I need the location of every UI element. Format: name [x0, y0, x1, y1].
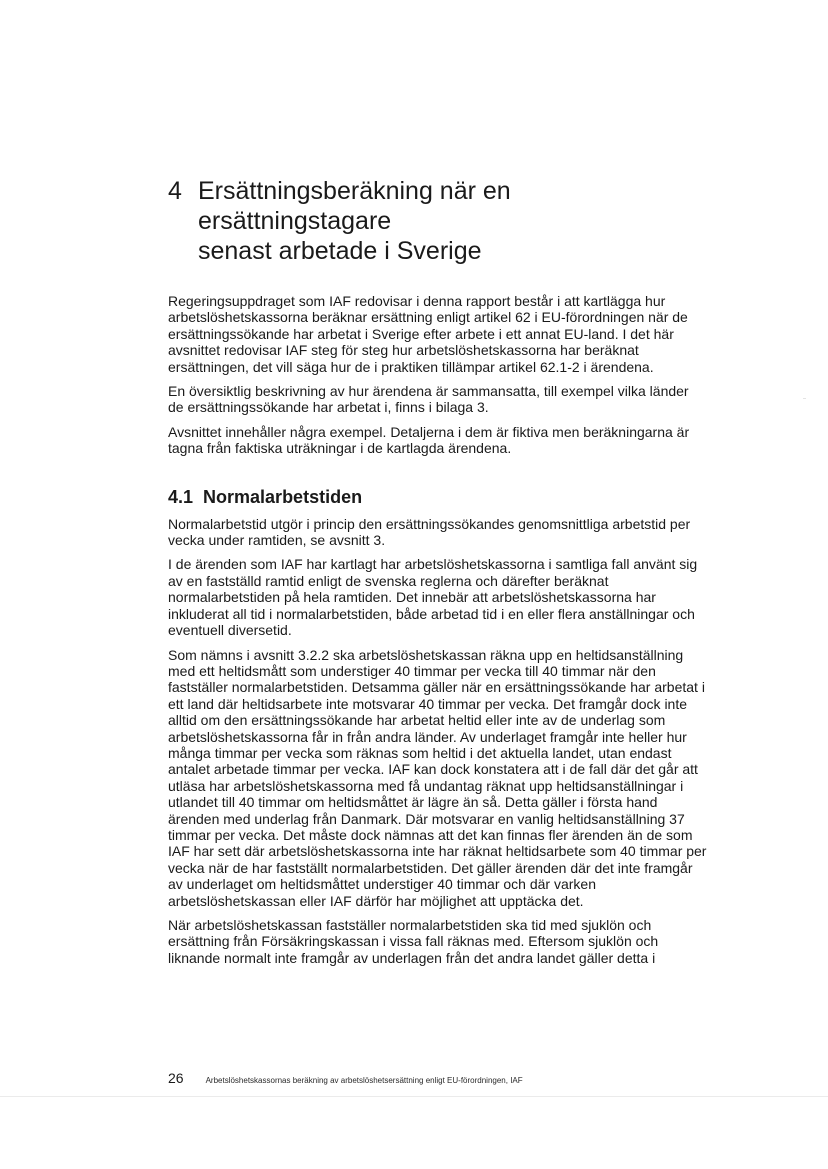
section-paragraph-1: Normalarbetstid utgör i princip den ersättningssökandes genomsnittliga arbetstid per vecka under ramtiden, se avsnitt 3. — [168, 515, 691, 549]
scan-artifact-dot — [803, 398, 806, 399]
chapter-title-line-1: Ersättningsberäkning när en ersättningstagare — [198, 177, 511, 235]
section-paragraph-2: I de ärenden som IAF har kartlagt har arbetslöshetskassorna i samtliga fall använt sig av en fastställd ramtid enligt de svenska reglerna och därefter beräknat normalarbetstiden på hela ramtiden. Det innebär att arbetslöshetskassorna har inkluderat all tid i normalarbetstiden, både arbetad tid i en eller flera anställningar och eventuell diversetid. — [168, 556, 698, 639]
footer-text: Arbetslöshetskassornas beräkning av arbetslöshetsersättning enligt EU-förordningen, IAF — [205, 1076, 523, 1085]
section-number: 4.1 — [168, 486, 194, 507]
page-content — [168, 176, 708, 974]
section-title: Normalarbetstiden — [203, 486, 363, 507]
section-paragraph-4: När arbetslöshetskassan fastställer normalarbetstiden ska tid med sjuklön och ersättning från Försäkringskassan i vissa fall räknas med. Eftersom sjuklön och liknande normalt inte framgår av underlagen från det andra landet gäller detta i — [168, 917, 659, 966]
chapter-title — [198, 176, 708, 266]
scan-artifact-line — [0, 1096, 828, 1097]
section-paragraph-3: Som nämns i avsnitt 3.2.2 ska arbetslöshetskassan räkna upp en heltidsanställning med ett heltidsmått som understiger 40 timmar per vecka till 40 timmar när den fastställer normalarbetstiden. Detsamma gäller när en ersättningssökande har arbetat i ett land där heltidsarbete inte motsvarar 40 timmar per vecka. Det framgår dock inte alltid om den ersättningssökande har arbetat heltid eller inte av de underlag som arbetslöshetskassorna får in från andra länder. Av underlaget framgår inte heller hur många timmar per vecka som räknas som heltid i det aktuella landet, utan endast antalet arbetade timmar per vecka. IAF kan dock konstatera att i de fall där det går att utläsa har arbetslöshetskassorna med få undantag räknat upp heltidsanställningar i utlandet till 40 timmar om heltidsmåttet är lägre än så. Detta gäller i första hand ärenden med underlag från Danmark. Där motsvarar en vanlig heltidsanställning 37 timmar per vecka. Det måste dock nämnas att det kan finnas fler ärenden än de som IAF har sett där arbetslöshetskassorna inte har räknat heltidsarbete som 40 timmar per vecka när de har fastställt normalarbetstiden. Det gäller ärenden där det inte framgår av underlaget om heltidsmåttet understiger 40 timmar och där varken arbetslöshetskassan eller IAF därför har möjlighet att upptäcka det. — [168, 646, 707, 909]
intro-paragraph-3: Avsnittet innehåller några exempel. Detaljerna i dem är fiktiva men beräkningarna är tagna från faktiska uträkningar i de kartlagda ärendena. — [168, 423, 690, 457]
page-number: 26 — [168, 1070, 184, 1086]
chapter-number: 4 — [168, 177, 182, 205]
page-footer — [168, 1070, 523, 1086]
intro-paragraph-1: Regeringsuppdraget som IAF redovisar i denna rapport består i att kartlägga hur arbetslöshetskassorna beräknar ersättning enligt artikel 62 i EU-förordningen när de ersättningssökande har arbetat i Sverige efter arbete i ett annat EU-land. I det här avsnittet redovisar IAF steg för steg hur arbetslöshetskassorna har beräknat ersättningen, det vill säga hur de i praktiken tillämpar artikel 62.1-2 i ärendena. — [168, 293, 688, 375]
section-heading — [168, 487, 708, 507]
intro-paragraph-2: En översiktlig beskrivning av hur ärendena är sammansatta, till exempel vilka länder de ersättningssökande har arbetat i, finns i bilaga 3. — [168, 383, 689, 416]
chapter-title-line-2: senast arbetade i Sverige — [198, 237, 482, 265]
chapter-heading — [168, 176, 708, 266]
